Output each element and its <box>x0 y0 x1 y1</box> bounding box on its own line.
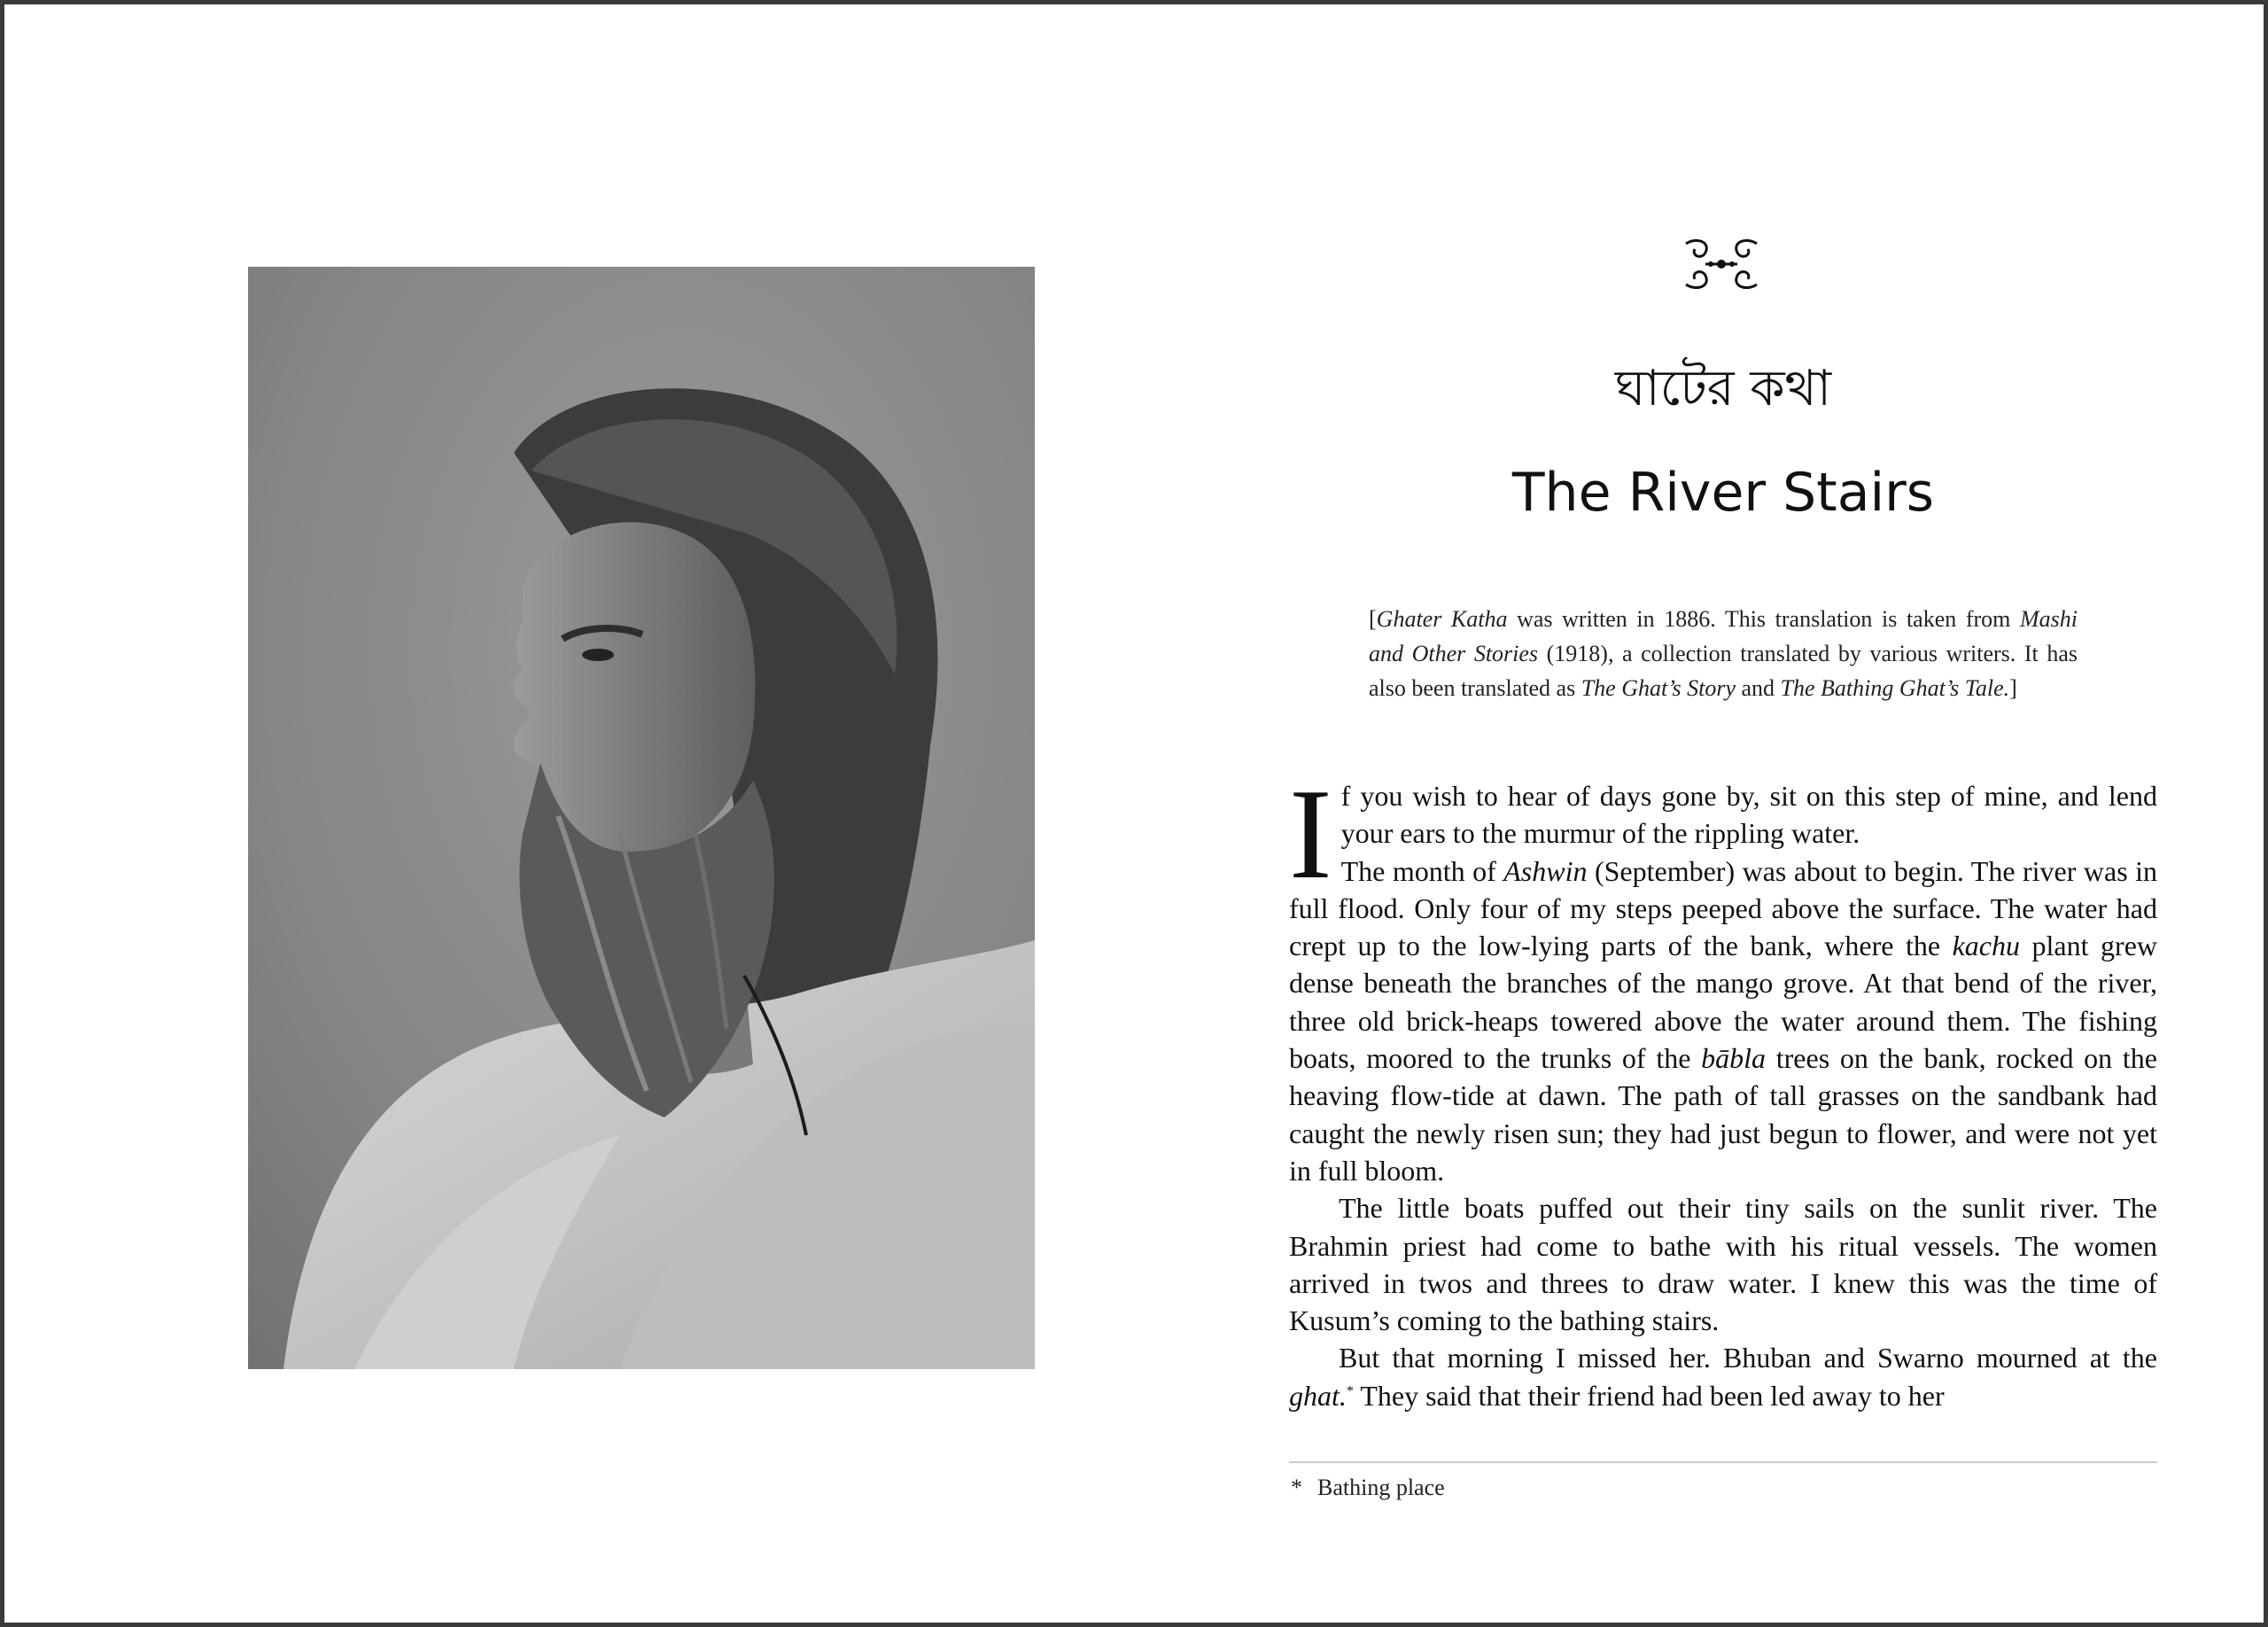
story-body <box>1289 762 2158 1414</box>
note-title-ghats-story: The Ghat’s Story <box>1581 675 1736 701</box>
italic-term-kachu: kachu <box>1952 930 2020 962</box>
story-paragraph-4 <box>1289 1339 2157 1414</box>
portrait-photo <box>248 267 1035 1369</box>
italic-term-ashwin: Ashwin <box>1503 854 1588 887</box>
paragraph-text: They said that their friend had been led away to her <box>1353 1379 1945 1412</box>
paragraph-text: (September) was about to begin. The river was in full flood. Only four of my steps peeped above the surface. The water had crept up to the low-lying parts of the bank, where the <box>1289 854 2158 962</box>
drop-cap: I <box>1289 762 1332 906</box>
italic-term-babla: bābla <box>1701 1042 1767 1075</box>
note-text: [ <box>1369 606 1377 632</box>
paragraph-text: trees on the bank, rocked on the heaving flow-tide at dawn. The path of tall grasses on the sandbank had caught the newly risen sun; they had just begun to flower, and were not yet in full bloom. <box>1289 1042 2158 1187</box>
note-text: (1918), a collection translated by various writers. It has also been translated as <box>1369 641 2078 701</box>
note-title-ghater-katha: Ghater Katha <box>1376 606 1508 632</box>
fleuron-ornament-icon <box>1679 233 1764 295</box>
portrait-photo-image <box>248 267 1035 1369</box>
note-title-mashi: Mashi and Other Stories <box>1369 606 2078 666</box>
paragraph-text: plant grew dense beneath the branches of the mango grove. At that bend of the river, three old brick-heaps towered above the water around them. The fishing boats, moored to the trunks of the <box>1289 930 2158 1075</box>
footnote-divider <box>1289 1461 2157 1463</box>
footnote-mark: * <box>1291 1475 1302 1500</box>
paragraph-text: The month of <box>1340 854 1504 887</box>
footnote-text: Bathing place <box>1317 1475 1445 1500</box>
chapter-title-bengali: ঘাটের কথা <box>1614 360 1832 417</box>
story-paragraph-3: The little boats puffed out their tiny sails on the sunlit river. The Brahmin priest had come to bathe with his ritual vessels. The women arrived in twos and threes to draw water. I knew this was the time of Kusum’s coming to the bathing stairs. <box>1289 1192 2157 1337</box>
chapter-title-english: The River Stairs <box>1511 462 1935 524</box>
paragraph-text: f you wish to hear of days gone by, sit on this step of mine, and lend your ears to the murmur of the rippling water. <box>1340 780 2157 850</box>
paragraph-text: But that morning I missed her. Bhuban and Swarno mourned at the <box>1339 1342 2157 1374</box>
note-text: and <box>1736 675 1781 701</box>
footnote-reference[interactable]: * <box>1346 1383 1354 1399</box>
translation-note <box>1369 602 2078 705</box>
note-text: ] <box>2009 675 2017 701</box>
italic-term-ghat: ghat. <box>1289 1379 1347 1412</box>
footnote <box>1291 1472 2159 1504</box>
note-text: was written in 1886. This translation is taken from <box>1507 606 2020 632</box>
note-title-bathing-ghats-tale: The Bathing Ghat’s Tale. <box>1780 675 2010 701</box>
story-paragraph-2 <box>1289 852 2157 1190</box>
